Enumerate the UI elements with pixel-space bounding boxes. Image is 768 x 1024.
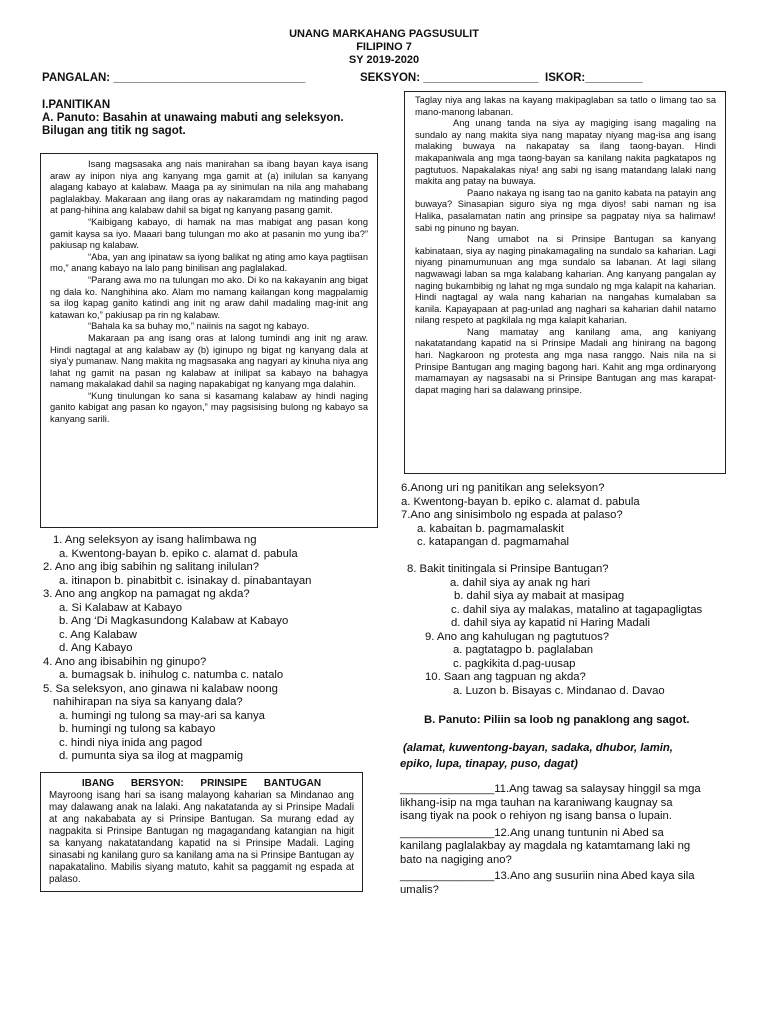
choices-2[interactable]: a. itinapon b. pinabitbit c. isinakay d. pinabantayan xyxy=(59,574,312,587)
question-12[interactable]: _______________12.Ang unang tuntunin ni Abed sa xyxy=(400,826,664,839)
story3-paragraph: Paano nakaya ng isang tao na ganito kabata na patayin ang buwaya? Sinasapian siguro siya ng mga diyos! sabi naman ng isa Halika, pasalamatan natin ang prinsipe sa pagpatay niya sa halimaw! sabi ng pinuno ng bayan. xyxy=(415,187,716,233)
section-b-instruction: B. Panuto: Piliin sa loob ng panaklong ang sagot. xyxy=(424,714,690,726)
question-10: 10. Saan ang tagpuan ng akda? xyxy=(425,671,586,683)
question-1: 1. Ang seleksyon ay isang halimbawa ng xyxy=(53,534,257,546)
questions-right-2 xyxy=(407,563,747,698)
choices-6[interactable]: a. Kwentong-bayan b. epiko c. alamat d. pabula xyxy=(401,495,640,508)
story1-paragraph: Isang magsasaka ang nais manirahan sa ibang bayan kaya isang araw ay inipon niya ang kanyang mga gamit at (a) inilulan sa kanyang alagang kabayo at kalabaw. Maaga pa ay sinimulan na nila ang mahabang paglalakbay. Makaraan ang ilang oras ay nakaramdam ng matinding pagod at pang-hihina ang kalabaw dahil sa bigat ng kanyang pasang gamit. xyxy=(50,159,368,216)
choice-3c[interactable]: c. Ang Kalabaw xyxy=(59,628,137,641)
questions-left xyxy=(43,534,383,764)
story1-paragraph: “Parang awa mo na tulungan mo ako. Di ko na kakayanin ang bigat ng dala ko. Nanghihina ako. Alam mo namang kailangan kong magpalamig sa ilog kapag ganito katindi ang init ng araw dahil madaling mag-init ang katawan ko,” pakiusap pa rin ng kalabaw. xyxy=(50,274,368,320)
section-title: I.PANITIKAN xyxy=(42,99,111,111)
choice-3d[interactable]: d. Ang Kabayo xyxy=(59,642,133,654)
story3-paragraph: Nang umabot na si Prinsipe Bantugan sa kanyang kabinataan, siya ay naging pinakamagaling na sundalo sa kaharian. Lagi niyang pinamumunuan ang mga sundalo sa labanan. At lagi silang nagwawagi laban sa mga kalabang kaharian. Ang kanyang pangalan ay naging bukambibig ng lahat ng mga sundalo ng mga kalapit na kaharian. Hindi nagtagal ay wala nang kaharian na nangahas kumalaban sa kanila. Kapayapaan at pag-unlad ang naghari sa kaharian dahil natamo nilang respeto at pagkilala ng mga kalapit kaharian. xyxy=(415,234,716,326)
question-11[interactable]: _______________11.Ang tawag sa salaysay hinggil sa mga xyxy=(400,783,701,795)
question-13[interactable]: _______________13.Ano ang susuriin nina Abed kaya sila xyxy=(400,870,695,882)
story-box-1 xyxy=(40,153,378,528)
question-6: 6.Anong uri ng panitikan ang seleksyon? xyxy=(401,482,605,494)
score-field[interactable]: ISKOR:_________ xyxy=(545,72,643,84)
choice-8d[interactable]: d. dahil siya ay kapatid ni Haring Madali xyxy=(451,617,651,629)
choices-list-line-2: epiko, lupa, tinapay, puso, dagat) xyxy=(400,758,578,770)
story1-paragraph: Makaraan pa ang isang oras at lalong tumindi ang init ng araw. Hindi nagtagal at ang kalabaw ay (b) iginupo ng bigat ng kanyang dala at siya’y pumanaw. Nang makita ng magsasaka ang nagyari ay kinuha niya ang lahat ng gamit na pasan ng kalabaw at inilipat sa kabayo na bahagya namang makalakad dahil sa naging napakabigat ng kanyang mga dalahin. xyxy=(50,332,368,390)
instruction-line-2: Bilugan ang titik ng sagot. xyxy=(42,125,186,137)
story1-paragraph: “Kung tinulungan ko sana si kasamang kalabaw ay hindi naging ganito kabigat ang pasan ko ngayon,” may pagsisising bulong ng kabayo sa kanyang sarili. xyxy=(50,390,368,425)
question-13-cont: umalis? xyxy=(400,883,439,896)
question-11-cont: likhang-isip na mga tauhan na karaniwang kaugnay sa xyxy=(400,796,673,809)
choice-5b[interactable]: b. humingi ng tulong sa kabayo xyxy=(59,723,216,735)
choice-3b[interactable]: b. Ang ‘Di Magkasundong Kalabaw at Kabayo xyxy=(59,615,289,627)
choice-8a[interactable]: a. dahil siya ay anak ng hari xyxy=(450,576,591,589)
question-5-cont: nahihirapan na siya sa kanyang dala? xyxy=(53,696,243,708)
choices-1[interactable]: a. Kwentong-bayan b. epiko c. alamat d. pabula xyxy=(59,547,298,560)
choice-5a[interactable]: a. humingi ng tulong sa may-ari sa kanya xyxy=(59,709,265,722)
choices-10[interactable]: a. Luzon b. Bisayas c. Mindanao d. Davao xyxy=(453,684,665,697)
questions-right xyxy=(401,482,741,550)
story3-paragraph: Ang unang tanda na siya ay magiging isang magaling na sundalo ay nang makita siya nang mapatay niyang mag-isa ang isang malaking buwaya na nakapatay sa ilang taong-bayan. Hindi makapaniwala ang mga taong-bayan sa kanilang nakita pagkatapos ng pagtutuos. Napakalakas niya! ang sabi ng isang matandang lalaki nang makita ang patay na buwaya. xyxy=(415,118,716,187)
question-3: 3. Ano ang angkop na pamagat ng akda? xyxy=(43,588,250,600)
fill-in-questions xyxy=(400,783,745,897)
question-2: 2. Ano ang ibig sabihin ng salitang inilulan? xyxy=(43,561,260,573)
story3-paragraph: Nang mamatay ang kanilang ama, ang kaniyang nakatatandang kapatid na si Prinsipe Madali ang hinirang na bagong hari. Nagkaroon ng protesta ang mga nasa ranggo. Nais nila na si Prinsipe Bantugan ang maging bagong hari. Kahit ang mga ordinaryong mamamayan ay nagsasabi na si Prinsipe Bantugan ang mas karapat-dapat maging hari sa dalawang prinsipe. xyxy=(415,326,716,395)
question-4: 4. Ano ang ibisabihin ng ginupo? xyxy=(43,655,207,668)
choice-5c[interactable]: c. hindi niya inida ang pagod xyxy=(59,736,203,749)
choice-8c[interactable]: c. dahil siya ay malakas, matalino at tagapagligtas xyxy=(451,603,703,616)
choices-4[interactable]: a. bumagsak b. inihulog c. natumba c. natalo xyxy=(59,669,284,681)
story2-text: Mayroong isang hari sa isang malayong kaharian sa Mindanao ang may dalawang anak na lalaki. Ang nakatatanda ay si Prinsipe Madali at ang nakababata ay si Prinsipe Bantugan. Sa murang edad ay nagpakita si Prinsipe Bantugan ng magagandang katangian na higit sa kanyang nakatatandang kapatid na si Prinsipe Madali. Laging sinasabi ng kanilang guro sa kanilang ama na si Prinsipe Bantugan ay napakatalino. Mabilis siyang matuto, kahit sa paggamit ng espada at palaso. xyxy=(49,790,354,885)
story-box-3 xyxy=(404,91,726,474)
question-7: 7.Ano ang sinisimbolo ng espada at palaso? xyxy=(401,509,623,521)
instruction-line-1: A. Panuto: Basahin at unawaing mabuti ang seleksyon. xyxy=(42,112,344,124)
story1-paragraph: “Kaibigang kabayo, di hamak na mas mabigat ang pasan kong gamit kaysa sa iyo. Maaari bang tulungan mo ako at pasanin mo yung iba?” pakiusap ng kalabaw. xyxy=(50,216,368,251)
question-8: 8. Bakit tinitingala si Prinsipe Bantugan? xyxy=(407,563,609,575)
choices-9b[interactable]: c. pagkikita d.pag-uusap xyxy=(453,657,576,670)
exam-title: UNANG MARKAHANG PAGSUSULIT xyxy=(289,28,479,40)
story1-paragraph: “Bahala ka sa buhay mo,” naiinis na sagot ng kabayo. xyxy=(88,321,310,332)
choices-list-line-1: (alamat, kuwentong-bayan, sadaka, dhubor, lamin, xyxy=(403,742,673,754)
question-12-cont: kanilang paglalakbay ay magdala ng katamtamang laki ng xyxy=(400,840,691,852)
choices-7b[interactable]: c. katapangan d. pagmamahal xyxy=(417,536,569,548)
story2-title: IBANG BERSYON: PRINSIPE BANTUGAN xyxy=(81,778,322,789)
choices-9a[interactable]: a. pagtatagpo b. paglalaban xyxy=(453,644,594,656)
choice-3a[interactable]: a. Si Kalabaw at Kabayo xyxy=(59,601,183,614)
story-box-2 xyxy=(40,772,363,892)
story3-paragraph: Taglay niya ang lakas na kayang makipaglaban sa tatlo o limang tao sa mano-manong labanan. xyxy=(415,95,716,117)
choices-7a[interactable]: a. kabaitan b. pagmamalaskit xyxy=(417,522,564,535)
question-11-cont: isang tiyak na pook o rehiyon ng isang bansa o lupain. xyxy=(400,810,672,822)
story1-paragraph: “Aba, yan ang ipinataw sa iyong balikat ng ating amo kaya pagtiisan mo,” anang kabayo na lalo pang binilisan ang paglalakad. xyxy=(50,251,368,274)
choice-5d[interactable]: d. pumunta siya sa ilog at magpamig xyxy=(59,750,243,762)
question-12-cont: bato na nagiging ano? xyxy=(400,853,512,866)
section-field[interactable]: SEKSYON: __________________ xyxy=(360,72,539,84)
choice-8b[interactable]: b. dahil siya ay mabait at masipag xyxy=(454,590,625,602)
name-field[interactable]: PANGALAN: ______________________________ xyxy=(42,72,306,84)
question-5: 5. Sa seleksyon, ano ginawa ni kalabaw noong xyxy=(43,682,278,695)
subject-title: FILIPINO 7 xyxy=(356,41,412,53)
school-year: SY 2019-2020 xyxy=(348,54,420,66)
question-9: 9. Ano ang kahulugan ng pagtutuos? xyxy=(425,630,610,643)
